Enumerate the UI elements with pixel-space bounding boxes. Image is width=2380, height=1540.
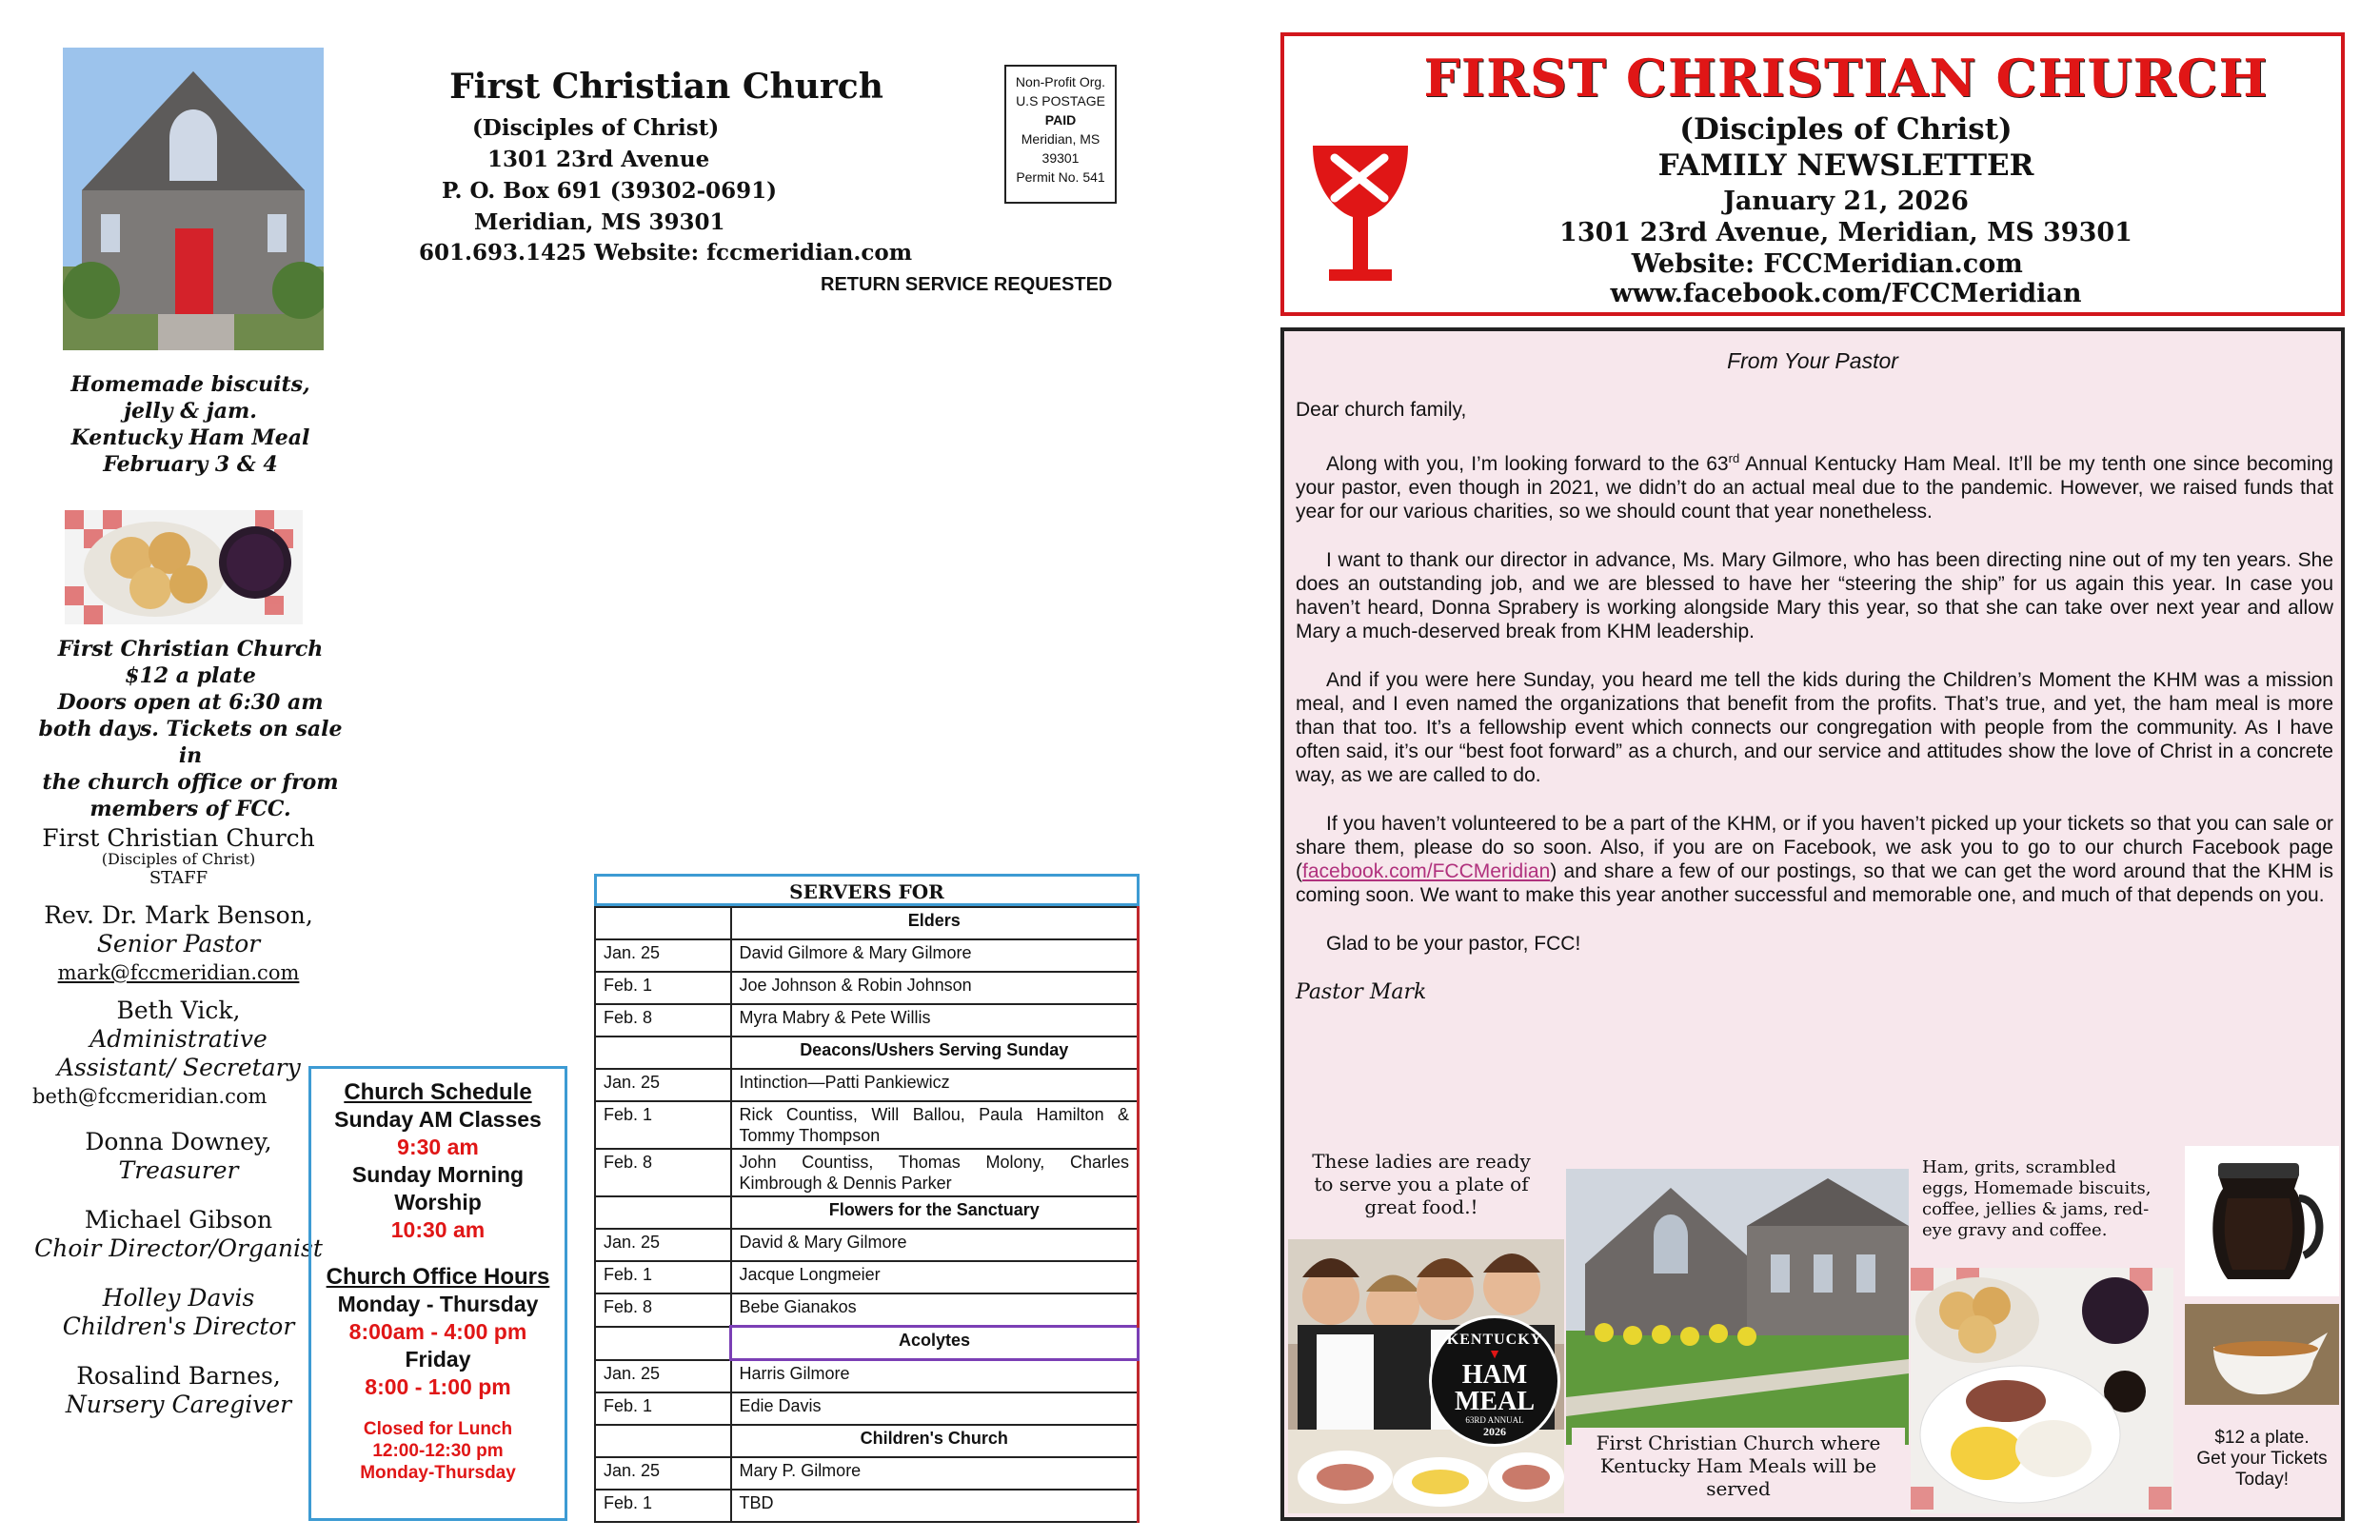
staff-name: Holley Davis	[102, 1284, 255, 1312]
section-title-cell: Flowers for the Sanctuary	[731, 1196, 1139, 1229]
ladies-caption: These ladies are ready to serve you a plate of great food.!	[1312, 1150, 1531, 1218]
staff-heading: First Christian Church	[42, 824, 315, 852]
promo-line: jelly & jam.	[124, 399, 257, 424]
return-address	[390, 67, 942, 107]
staff-role: Administrative	[89, 1025, 268, 1053]
servers-grid	[594, 906, 1140, 1523]
staff-role: Senior Pastor	[96, 930, 261, 958]
server-date: Jan. 25	[595, 1360, 731, 1393]
servers-row	[595, 1069, 1139, 1101]
schedule-label: Worship	[394, 1190, 482, 1214]
servers-row	[595, 1392, 1139, 1425]
staff-role: Nursery Caregiver	[65, 1391, 292, 1418]
logo-text: MEAL	[1455, 1387, 1535, 1416]
breakfast-plate-photo	[1911, 1268, 2173, 1513]
server-names: Edie Davis	[731, 1392, 1139, 1425]
server-names: Mary P. Gilmore	[731, 1457, 1139, 1490]
office-hours-title: Church Office Hours	[326, 1264, 550, 1290]
promo-line: $12 a plate	[125, 663, 256, 688]
servers-row	[595, 1293, 1139, 1327]
photo-collage	[1286, 1146, 2339, 1515]
pastor-greeting: Dear church family,	[1296, 399, 1467, 421]
masthead	[1280, 32, 2345, 316]
section-title-cell: Children's Church	[731, 1425, 1139, 1457]
staff-name: Donna Downey,	[85, 1128, 272, 1155]
staff-role: Treasurer	[118, 1156, 239, 1184]
section-spacer-cell	[595, 1425, 731, 1457]
postage-line: Non-Profit Org.	[1015, 74, 1106, 89]
section-spacer-cell	[595, 1037, 731, 1069]
church-name: First Christian Church	[449, 67, 883, 107]
church-caption: First Christian Church where Kentucky Ham Meals will be served	[1572, 1428, 1905, 1500]
street-address: 1301 23rd Avenue	[487, 147, 710, 172]
masthead-links	[1398, 249, 2293, 308]
staff-list	[29, 824, 328, 1419]
server-date: Feb. 1	[595, 1261, 731, 1293]
lunch-line: Closed for Lunch	[363, 1419, 513, 1439]
pastor-paragraph	[1296, 812, 2333, 907]
server-date: Jan. 25	[595, 1069, 731, 1101]
city: Meridian, MS 39301	[474, 209, 725, 235]
server-date: Feb. 8	[595, 1004, 731, 1037]
server-date: Jan. 25	[595, 1229, 731, 1261]
pastor-text: If you haven’t volunteered to be a part of the KHM, or if you haven’t picked up your tickets so that you can sale or share them, please do so soon. Also, if you are on Facebook, we ask you to go to our church Facebook page (	[1296, 813, 2333, 882]
promo-line: Kentucky Ham Meal	[70, 425, 310, 450]
postage-indicia	[1004, 65, 1117, 204]
schedule-time: 10:30 am	[390, 1217, 486, 1242]
promo-line: both days. Tickets on sale in	[38, 717, 343, 768]
lunch-closure	[311, 1418, 565, 1484]
logo-chalice-icon: ▼	[1488, 1348, 1501, 1362]
gravy-boat-photo	[2185, 1304, 2339, 1405]
staff-name: Rosalind Barnes,	[76, 1362, 281, 1390]
postage-line: Meridian, MS	[1021, 131, 1101, 147]
staff-email[interactable]: mark@fccmeridian.com	[57, 961, 300, 984]
server-names: David Gilmore & Mary Gilmore	[731, 939, 1139, 972]
price-line: Get your Tickets	[2196, 1449, 2328, 1469]
staff-email[interactable]: beth@fccmeridian.com	[32, 1085, 268, 1108]
server-names: Intinction—Patti Pankiewicz	[731, 1069, 1139, 1101]
promo-line: February 3 & 4	[103, 452, 278, 477]
newsletter-label: FAMILY NEWSLETTER	[1657, 148, 2034, 183]
masthead-text	[1398, 49, 2293, 308]
staff-member	[29, 997, 328, 1111]
promo-line: the church office or from	[42, 770, 339, 795]
server-names: Joe Johnson & Robin Johnson	[731, 972, 1139, 1004]
logo-text: 63RD ANNUAL	[1465, 1415, 1524, 1425]
servers-row	[595, 1261, 1139, 1293]
pastor-text: rd	[1728, 451, 1740, 465]
servers-section-row	[595, 1037, 1139, 1069]
server-names: Jacque Longmeier	[731, 1261, 1139, 1293]
schedule-time: 9:30 am	[397, 1135, 479, 1159]
servers-table	[594, 874, 1140, 1523]
section-title-cell: Acolytes	[731, 1327, 1139, 1360]
pastor-body	[1296, 398, 2333, 1029]
servers-row	[595, 1457, 1139, 1490]
server-names: Bebe Gianakos	[731, 1293, 1139, 1327]
postage-line: PAID	[1044, 112, 1077, 128]
servers-row	[595, 1004, 1139, 1037]
denomination: (Disciples of Christ)	[472, 115, 720, 141]
logo-text: HAM	[1461, 1360, 1528, 1390]
servers-row	[595, 1149, 1139, 1196]
website-link[interactable]: Website: FCCMeridian.com	[1631, 249, 2023, 279]
postage-line: U.S POSTAGE	[1016, 93, 1105, 109]
staff-label: STAFF	[149, 868, 208, 888]
schedule-time: 8:00 - 1:00 pm	[365, 1374, 511, 1399]
server-date: Feb. 8	[595, 1293, 731, 1327]
masthead-address: 1301 23rd Avenue, Meridian, MS 39301	[1559, 218, 2132, 247]
promo-line: Doors open at 6:30 am	[57, 690, 324, 715]
promo-text	[38, 371, 343, 478]
staff-role: Choir Director/Organist	[34, 1234, 323, 1262]
server-names: David & Mary Gilmore	[731, 1229, 1139, 1261]
coffee-pot-photo	[2185, 1146, 2339, 1296]
section-title-cell: Elders	[731, 907, 1139, 939]
servers-section-row	[595, 1425, 1139, 1457]
servers-row	[595, 939, 1139, 972]
price-line: $12 a plate.	[2214, 1428, 2310, 1448]
staff-role: Children's Director	[62, 1313, 295, 1340]
lunch-line: 12:00-12:30 pm	[372, 1441, 504, 1461]
masthead-denomination: (Disciples of Christ)	[1679, 112, 2013, 147]
staff-member	[29, 1362, 328, 1419]
servers-row	[595, 1101, 1139, 1149]
server-date: Feb. 1	[595, 1490, 731, 1522]
church-building-photo	[1566, 1169, 1909, 1445]
section-title-cell: Deacons/Ushers Serving Sunday	[731, 1037, 1139, 1069]
server-date: Feb. 8	[595, 1149, 731, 1196]
staff-subheading: (Disciples of Christ)	[101, 850, 256, 868]
servers-row	[595, 1360, 1139, 1393]
price-caption	[2185, 1428, 2339, 1491]
biscuits-photo	[65, 510, 303, 624]
pastor-paragraph: Glad to be your pastor, FCC!	[1326, 933, 1581, 955]
facebook-page-link[interactable]: facebook.com/FCCMeridian	[1302, 860, 1551, 882]
section-spacer-cell	[595, 1327, 731, 1360]
staff-member	[29, 1128, 328, 1185]
servers-row	[595, 1490, 1139, 1522]
staff-name: Rev. Dr. Mark Benson,	[44, 901, 313, 929]
server-names: Harris Gilmore	[731, 1360, 1139, 1393]
pastor-text: Annual Kentucky Ham Meal. It’ll be my tenth one since becoming your pastor, even though in 2021, we didn’t do an actual meal due to the pandemic. However, we raised funds that year for our various charities, so we should count that year nonetheless.	[1296, 453, 2333, 523]
staff-member	[29, 1284, 328, 1341]
postage-line: Permit No. 541	[1016, 169, 1105, 185]
servers-row	[595, 1229, 1139, 1261]
menu-caption: Ham, grits, scrambled eggs, Homemade biscuits, coffee, jellies & jams, red-eye gravy and coffee.	[1922, 1157, 2152, 1240]
address-block	[419, 112, 857, 238]
logo-text: KENTUCKY	[1446, 1332, 1543, 1348]
staff-member	[29, 1206, 328, 1263]
church-photo	[63, 48, 324, 350]
chalice-logo-icon	[1308, 141, 1413, 293]
promo-line: Homemade biscuits,	[70, 372, 310, 397]
logo-text: 2026	[1483, 1425, 1506, 1438]
church-schedule	[308, 1066, 567, 1521]
section-spacer-cell	[595, 1196, 731, 1229]
server-date: Jan. 25	[595, 939, 731, 972]
promo-details	[38, 636, 343, 822]
pastor-heading: From Your Pastor	[1727, 348, 1898, 373]
newsletter-title: FIRST CHRISTIAN CHURCH	[1423, 48, 2269, 109]
server-names: TBD	[731, 1490, 1139, 1522]
ham-meal-logo	[1429, 1315, 1560, 1447]
return-service: RETURN SERVICE REQUESTED	[821, 274, 1113, 295]
schedule-label: Sunday AM Classes	[334, 1107, 542, 1132]
po-box: P. O. Box 691 (39302-0691)	[442, 178, 778, 204]
staff-name: Michael Gibson	[84, 1206, 273, 1234]
staff-role: Assistant/ Secretary	[57, 1054, 301, 1081]
pastor-text: ) and share a few of our postings, so that we can get the word around that the KHM is coming soon. We want to make this year another successful and memorable one, and much of that depends on you.	[1296, 860, 2333, 906]
promo-line: members of FCC.	[89, 797, 291, 821]
pastor-text: Along with you, I’m looking forward to the 63	[1326, 453, 1729, 475]
servers-row	[595, 972, 1139, 1004]
price-line: Today!	[2235, 1470, 2289, 1490]
pastor-paragraph	[1296, 446, 2333, 523]
section-spacer-cell	[595, 907, 731, 939]
server-names: Rick Countiss, Will Ballou, Paula Hamilton & Tommy Thompson	[731, 1101, 1139, 1149]
servers-section-row	[595, 1196, 1139, 1229]
lunch-line: Monday-Thursday	[360, 1463, 516, 1483]
staff-name: Beth Vick,	[116, 997, 241, 1024]
phone-web: 601.693.1425 Website: fccmeridian.com	[419, 240, 913, 266]
schedule-title: Church Schedule	[344, 1079, 532, 1105]
schedule-label: Sunday Morning	[351, 1162, 525, 1187]
postage-line: 39301	[1041, 150, 1080, 166]
servers-section-row	[595, 907, 1139, 939]
facebook-link[interactable]: www.facebook.com/FCCMeridian	[1610, 279, 2082, 308]
server-date: Jan. 25	[595, 1457, 731, 1490]
pastor-signature: Pastor Mark	[1296, 980, 1427, 1004]
newsletter-date: January 21, 2026	[1723, 187, 1969, 216]
server-date: Feb. 1	[595, 972, 731, 1004]
promo-line: First Christian Church	[57, 637, 324, 661]
staff-member	[29, 901, 328, 987]
server-date: Feb. 1	[595, 1392, 731, 1425]
schedule-label: Monday - Thursday	[337, 1292, 539, 1316]
pastor-paragraph: I want to thank our director in advance, Ms. Mary Gilmore, who has been directing nine out of my ten years. She does an outstanding job, and we are blessed to have her “steering the ship” for us again this year. In case you haven’t heard, Donna Sprabery is working alongside Mary this year, so that she can take over next year and allow Mary a much-deserved break from KHM leadership.	[1296, 549, 2333, 642]
server-date: Feb. 1	[595, 1101, 731, 1149]
servers-ladies-photo	[1288, 1239, 1564, 1513]
server-names: Myra Mabry & Pete Willis	[731, 1004, 1139, 1037]
schedule-label: Friday	[405, 1347, 471, 1372]
server-names: John Countiss, Thomas Molony, Charles Kimbrough & Dennis Parker	[731, 1149, 1139, 1196]
servers-section-row	[595, 1327, 1139, 1360]
servers-title: SERVERS FOR	[594, 874, 1140, 906]
pastor-paragraph: And if you were here Sunday, you heard me tell the kids during the Children’s Moment the KHM was a mission meal, and I even named the organizations that benefit from the profits. That’s true, and yet, the ham meal is more than that too. It’s a fellowship event which connects our congregation with people from the community. As I have often said, it’s our “best foot forward” as a church, and our service and attitudes show the love of Christ in a concrete way, as we are called to do.	[1296, 669, 2333, 786]
schedule-time: 8:00am - 4:00 pm	[348, 1319, 527, 1344]
